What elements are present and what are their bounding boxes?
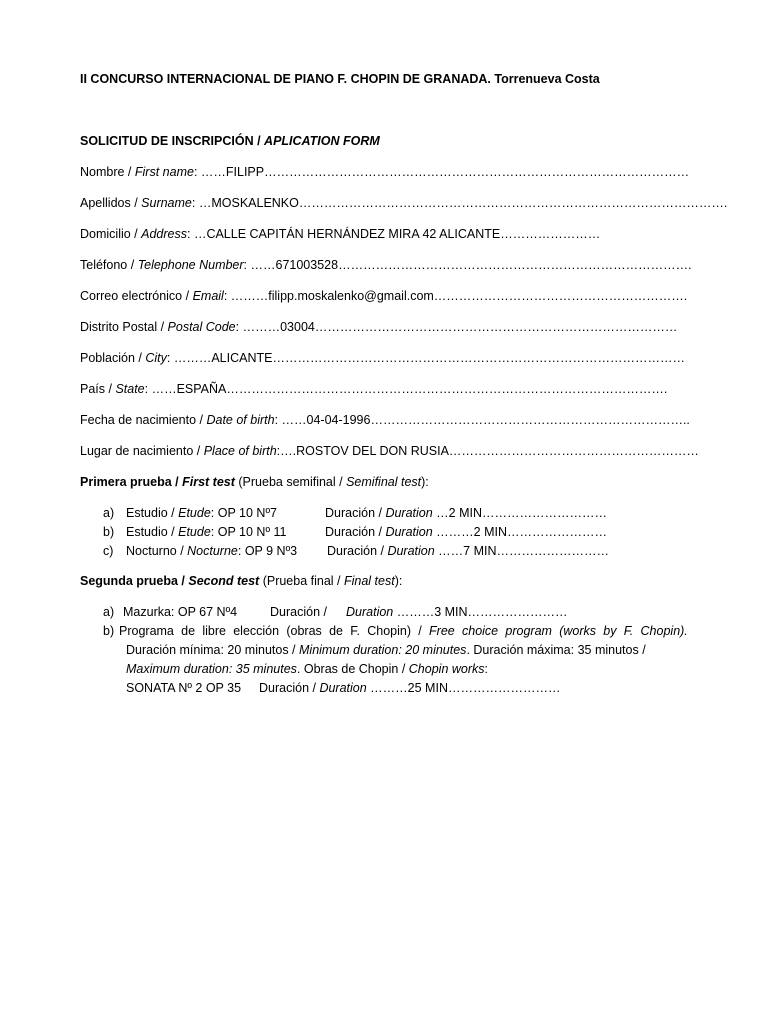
field-value: ……671003528…………………………………………………………………………. [250, 258, 692, 272]
field-address [80, 226, 600, 242]
max-duration-line [126, 661, 488, 677]
field-first-name [80, 164, 689, 180]
word: de [181, 624, 196, 638]
field-sep: : [193, 165, 201, 179]
first-test-paren-es: (Prueba semifinal / [234, 475, 347, 489]
first-test-paren-close: ): [421, 475, 429, 489]
piece-value: : OP 10 Nº7 [210, 506, 277, 520]
field-label-en: Address [141, 227, 187, 241]
piece [126, 543, 297, 559]
field-label-es: Correo electrónico / [80, 289, 193, 303]
piece-label-en: Etude [178, 506, 211, 520]
duration [327, 543, 609, 559]
duration-value: ………3 MIN…………………… [393, 605, 568, 619]
field-value: ……ESPAÑA……………………………………………………………………………………………. [151, 382, 668, 396]
field-label-en: Surname [141, 196, 192, 210]
field-label-es: Teléfono / [80, 258, 138, 272]
field-surname [80, 195, 727, 211]
duration-value: ………2 MIN…………………… [432, 525, 608, 539]
piece-label-es: Estudio / [126, 506, 179, 520]
first-test-label-en: First test [182, 475, 235, 489]
piece [126, 524, 286, 540]
list-marker: a) [103, 506, 115, 520]
field-value: ….ROSTOV DEL DON RUSIA…………………………………………………… [280, 444, 699, 458]
piece-label-es: Nocturno / [126, 544, 188, 558]
second-test-paren-es: (Prueba final / [259, 574, 344, 588]
field-label-en: City [145, 351, 167, 365]
duration-value: …2 MIN………………………… [432, 506, 608, 520]
field-sep: : [235, 320, 243, 334]
piece-value: : OP 9 Nº3 [237, 544, 298, 558]
duration-label-es: Duración / [325, 506, 386, 520]
second-test-paren-en: Final test [343, 574, 395, 588]
field-email [80, 288, 687, 304]
field-postal-code [80, 319, 677, 335]
field-date-of-birth [80, 412, 690, 428]
duration-label-en: Duration [385, 506, 433, 520]
field-label-es: País / [80, 382, 116, 396]
field-label-en: Email [192, 289, 224, 303]
field-label-es: Lugar de nacimiento / [80, 444, 204, 458]
duration-label-es: Duración / [325, 525, 386, 539]
piece-value: Mazurka: OP 67 Nº4 [123, 605, 238, 619]
field-value: …CALLE CAPITÁN HERNÁNDEZ MIRA 42 ALICANTE…………………… [193, 227, 601, 241]
field-label-en: State [115, 382, 145, 396]
duration [259, 680, 560, 696]
field-state [80, 381, 667, 397]
field-label-es: Distrito Postal / [80, 320, 168, 334]
word: Programa [119, 624, 174, 638]
first-test-paren-en: Semifinal test [346, 475, 422, 489]
duration [325, 524, 607, 540]
field-label-en: Date of birth [206, 413, 275, 427]
duration [346, 604, 568, 620]
word: / [418, 624, 422, 638]
field-label-es: Nombre / [80, 165, 135, 179]
form-heading [80, 133, 380, 149]
field-label-en: Telephone Number [137, 258, 244, 272]
list-marker: a) [103, 605, 115, 619]
text-en: Minimum duration: 20 minutes [299, 643, 467, 657]
word: Chopin) [367, 624, 412, 638]
piece-label-en: Etude [178, 525, 211, 539]
list-marker: b) [103, 525, 115, 539]
field-value: …MOSKALENKO…………………………………………………………………………………………. [198, 196, 728, 210]
text: Duración mínima: 20 minutos / [126, 643, 299, 657]
text-en: Maximum duration: 35 minutes [126, 662, 297, 676]
field-value: ………03004…………………………………………………………………………… [242, 320, 678, 334]
field-telephone [80, 257, 692, 273]
duration [325, 505, 607, 521]
field-place-of-birth [80, 443, 699, 459]
field-sep: : [276, 444, 281, 458]
field-sep: : [274, 413, 282, 427]
piece-label-en: Nocturne [187, 544, 238, 558]
list-marker: b) [103, 624, 115, 638]
duration-label-es: Duración / [259, 681, 320, 695]
word: F. [350, 624, 360, 638]
word: program [505, 624, 552, 638]
word: elección [233, 624, 280, 638]
text: : [484, 662, 488, 676]
piece-label-es: Estudio / [126, 525, 179, 539]
field-sep: : [166, 351, 174, 365]
word: de [329, 624, 343, 638]
piece [126, 505, 277, 521]
second-test-heading [80, 573, 402, 589]
word: by [603, 624, 617, 638]
piece-value: : OP 10 Nº 11 [210, 525, 287, 539]
field-sep: : [223, 289, 231, 303]
duration-label-en: Duration [346, 605, 394, 619]
field-value: ……FILIPP………………………………………………………………………………………… [200, 165, 690, 179]
field-value: ………ALICANTE……………………………………………………………………………………… [173, 351, 685, 365]
list-marker: c) [103, 544, 114, 558]
first-test-label-es: Primera prueba / [80, 475, 183, 489]
form-heading-es: SOLICITUD DE INSCRIPCIÓN / [80, 134, 265, 148]
word: Chopin). [640, 624, 688, 638]
first-test-heading [80, 474, 429, 490]
text: . Duración máxima: 35 minutos / [466, 643, 646, 657]
duration-label-es: Duración / [327, 544, 388, 558]
duration-label-es: Duración / [270, 605, 327, 619]
text: . Obras de Chopin / [296, 662, 409, 676]
field-sep: : [191, 196, 199, 210]
duration-range-line [126, 642, 646, 658]
duration-label-en: Duration [387, 544, 435, 558]
word: Free [429, 624, 455, 638]
free-choice-line [119, 623, 688, 639]
field-label-es: Población / [80, 351, 146, 365]
field-label-en: Place of birth [203, 444, 277, 458]
field-sep: : [186, 227, 194, 241]
field-label-es: Apellidos / [80, 196, 142, 210]
word: F. [623, 624, 634, 638]
field-value: ………filipp.moskalenko@gmail.com……………………………………………………. [230, 289, 688, 303]
field-city [80, 350, 685, 366]
field-label-en: Postal Code [167, 320, 236, 334]
duration-value: ………25 MIN……………………… [366, 681, 561, 695]
field-sep: : [144, 382, 152, 396]
field-label-es: Fecha de nacimiento / [80, 413, 207, 427]
competition-title: II CONCURSO INTERNACIONAL DE PIANO F. CHOPIN DE GRANADA. Torrenueva Costa [80, 72, 600, 86]
second-test-paren-close: ): [394, 574, 403, 588]
field-label-en: First name [134, 165, 194, 179]
piece-value: SONATA Nº 2 OP 35 [126, 681, 242, 695]
field-value: ……04-04-1996………………………………………………………………….. [281, 413, 690, 427]
duration-label-en: Duration [385, 525, 433, 539]
field-label-es: Domicilio / [80, 227, 142, 241]
field-sep: : [243, 258, 251, 272]
duration-label-en: Duration [319, 681, 367, 695]
duration-value: ……7 MIN……………………… [434, 544, 610, 558]
word: (works [559, 624, 597, 638]
word: choice [462, 624, 499, 638]
text-en: Chopin works [408, 662, 485, 676]
second-test-label-en: Second test [188, 574, 260, 588]
second-test-label-es: Segunda prueba / [80, 574, 189, 588]
word: libre [202, 624, 226, 638]
form-heading-en: APLICATION FORM [264, 134, 380, 148]
word: (obras [286, 624, 322, 638]
